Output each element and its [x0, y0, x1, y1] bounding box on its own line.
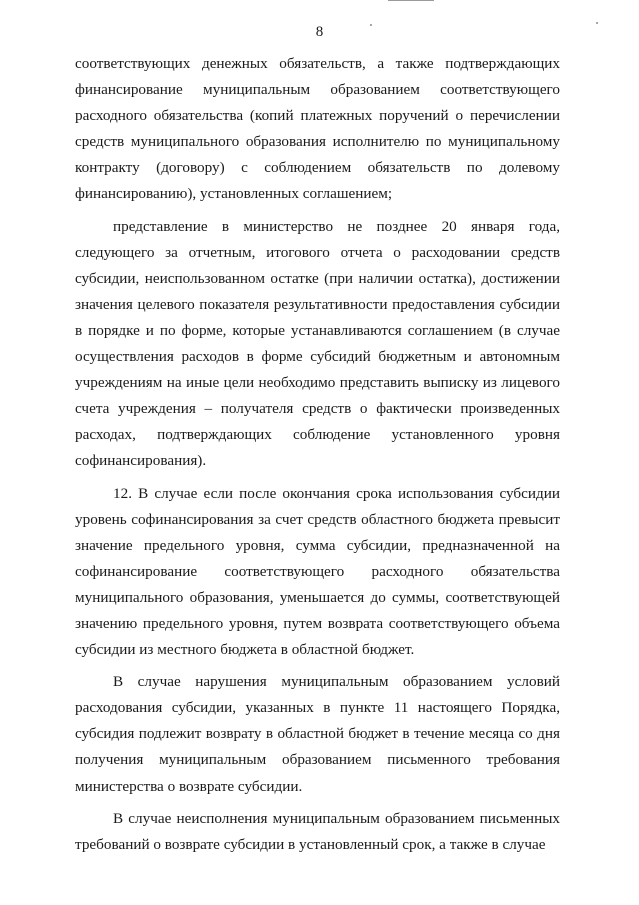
- page-number: 8: [315, 24, 324, 40]
- paragraph-clause-12: 12. В случае если после окончания срока использования субсидии уровень софинансирования за счет средств областного бюджета превысит значение предельного уровня, сумма субсидии, предназначенной на софинансирование соответствующего расходного обязательства муниципального образования, уменьшается до суммы, соответствующей значению предельного уровня, путем возврата соответствующего объема субсидии из местного бюджета в областной бюджет.: [75, 484, 560, 659]
- paragraph-non-fulfillment: В случае неисполнения муниципальным образованием письменных требований о возврате субсидии в установленный срок, а также в случае: [75, 809, 560, 853]
- paragraph-report-submission: представление в министерство не позднее 20 января года, следующего за отчетным, итогового отчета о расходовании средств субсидии, неиспользованном остатке (при наличии остатка), достижении значения целевого показателя результативности предоставления субсидии в порядке и по форме, которые устанавливаются соглашением (в случае осуществления расходов в форме субсидий бюджетным и автономным учреждениям на иные цели необходимо представить выписку из лицевого счета учреждения – получателя средств о фактически произведенных расходах, подтверждающих соблюдение установленного уровня софинансирования).: [75, 217, 560, 470]
- document-body: [75, 51, 560, 858]
- paragraph-continued: соответствующих денежных обязательств, а также подтверждающих финансирование муниципальным образованием соответствующего расходного обязательства (копий платежных поручений о перечислении средств муниципального образования исполнителю по муниципальному контракту (договору) с соблюдением обязательств по долевому финансированию), установленных соглашением;: [75, 55, 560, 203]
- paragraph-violation-return: В случае нарушения муниципальным образованием условий расходования субсидии, указанных в пункте 11 настоящего Порядка, субсидия подлежит возврату в областной бюджет в течение месяца со дня получения муниципальным образованием письменного требования министерства о возврате субсидии.: [75, 673, 560, 795]
- scan-edge-mark: [388, 0, 434, 1]
